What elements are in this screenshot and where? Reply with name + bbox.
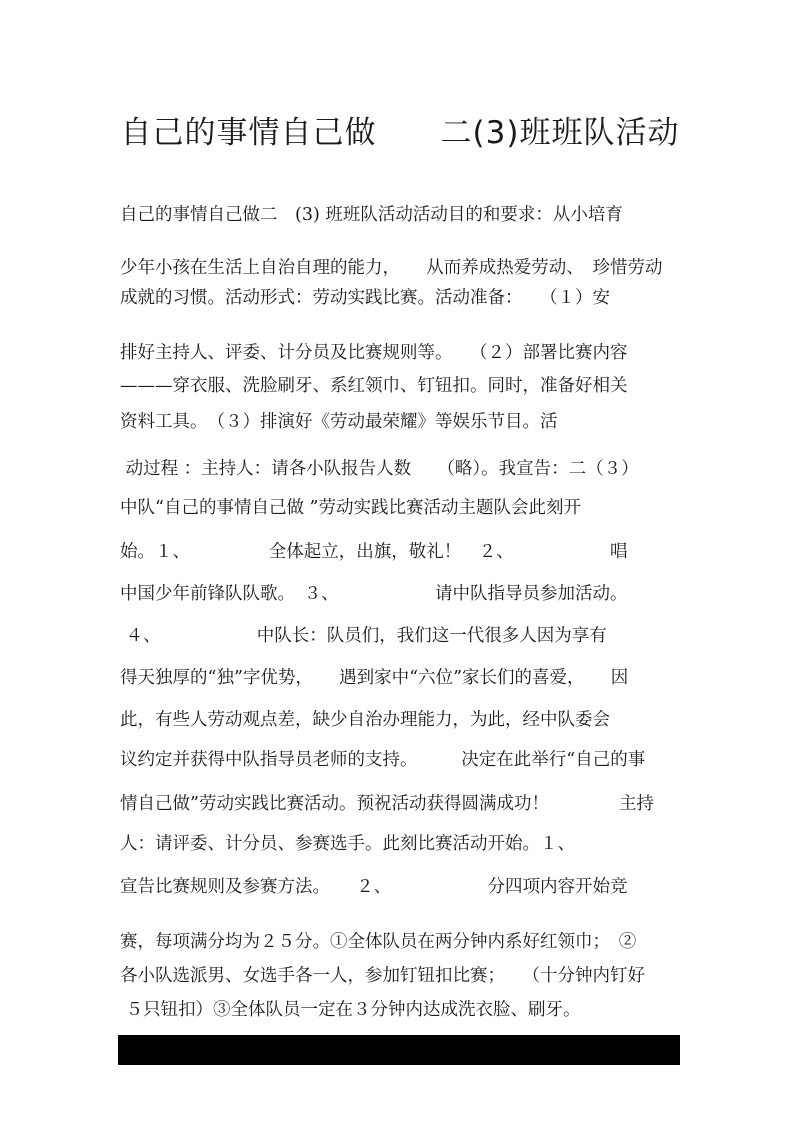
body-line: 排好主持人、评委、计分员及比赛规则等。 （２）部署比赛内容: [120, 343, 628, 363]
body-line: 议约定并获得中队指导员老师的支持。 决定在此举行“自己的事: [120, 750, 646, 770]
document-title: 自己的事情自己做 二(3)班班队活动: [120, 115, 680, 151]
body-line: 得天独厚的“独”字优势， 遇到家中“六位”家长们的喜爱， 因: [120, 668, 629, 688]
body-line: 少年小孩在生活上自治自理的能力， 从而养成热爱劳动、 珍惜劳动: [120, 258, 663, 278]
body-line: ———穿衣服、洗脸刷牙、系红领巾、钉钮扣。同时，准备好相关: [120, 376, 628, 396]
body-line: 中队“自己的事情自己做 ”劳动实践比赛活动主题队会此刻开: [120, 498, 581, 518]
body-line: 始。１、 全体起立，出旗，敬礼！ ２、 唱: [120, 542, 628, 562]
body-line: 动过程 ：主持人：请各小队报告人数 （略）。我宣告：二（３）: [120, 459, 639, 479]
body-line: 成就的习惯。活动形式：劳动实践比赛。活动准备： （１）安: [120, 288, 610, 308]
body-line: 自己的事情自己做二 (3) 班班队活动活动目的和要求：从小培育: [120, 205, 623, 225]
body-line: 中国少年前锋队队歌。 ３、 请中队指导员参加活动。: [120, 584, 628, 604]
body-line: 赛，每项满分均为２５分。①全体队员在两分钟内系好红领巾； ②: [120, 932, 637, 952]
body-line: 资料工具。 （３）排演好《劳动最荣耀》等娱乐节目。活: [120, 412, 558, 432]
body-line: 人：请评委、计分员、参赛选手。此刻比赛活动开始。１、: [120, 834, 575, 854]
body-line: 宣告比赛规则及参赛方法。 ２、 分四项内容开始竞: [120, 877, 628, 897]
body-line: 情自己做”劳动实践比赛活动。预祝活动获得圆满成功！ 主持: [120, 794, 654, 814]
redaction-bar: [118, 1035, 680, 1065]
body-line: 各小队选派男、女选手各一人，参加钉钮扣比赛； （十分钟内钉好: [120, 966, 645, 986]
body-line: ４、 中队长：队员们，我们这一代很多人因为享有: [120, 626, 607, 646]
body-line: ５只钮扣）③全体队员一定在３分钟内达成洗衣脸、刷牙。: [120, 1000, 581, 1020]
body-line: 此，有些人劳动观点差，缺少自治办理能力，为此，经中队委会: [120, 710, 610, 730]
